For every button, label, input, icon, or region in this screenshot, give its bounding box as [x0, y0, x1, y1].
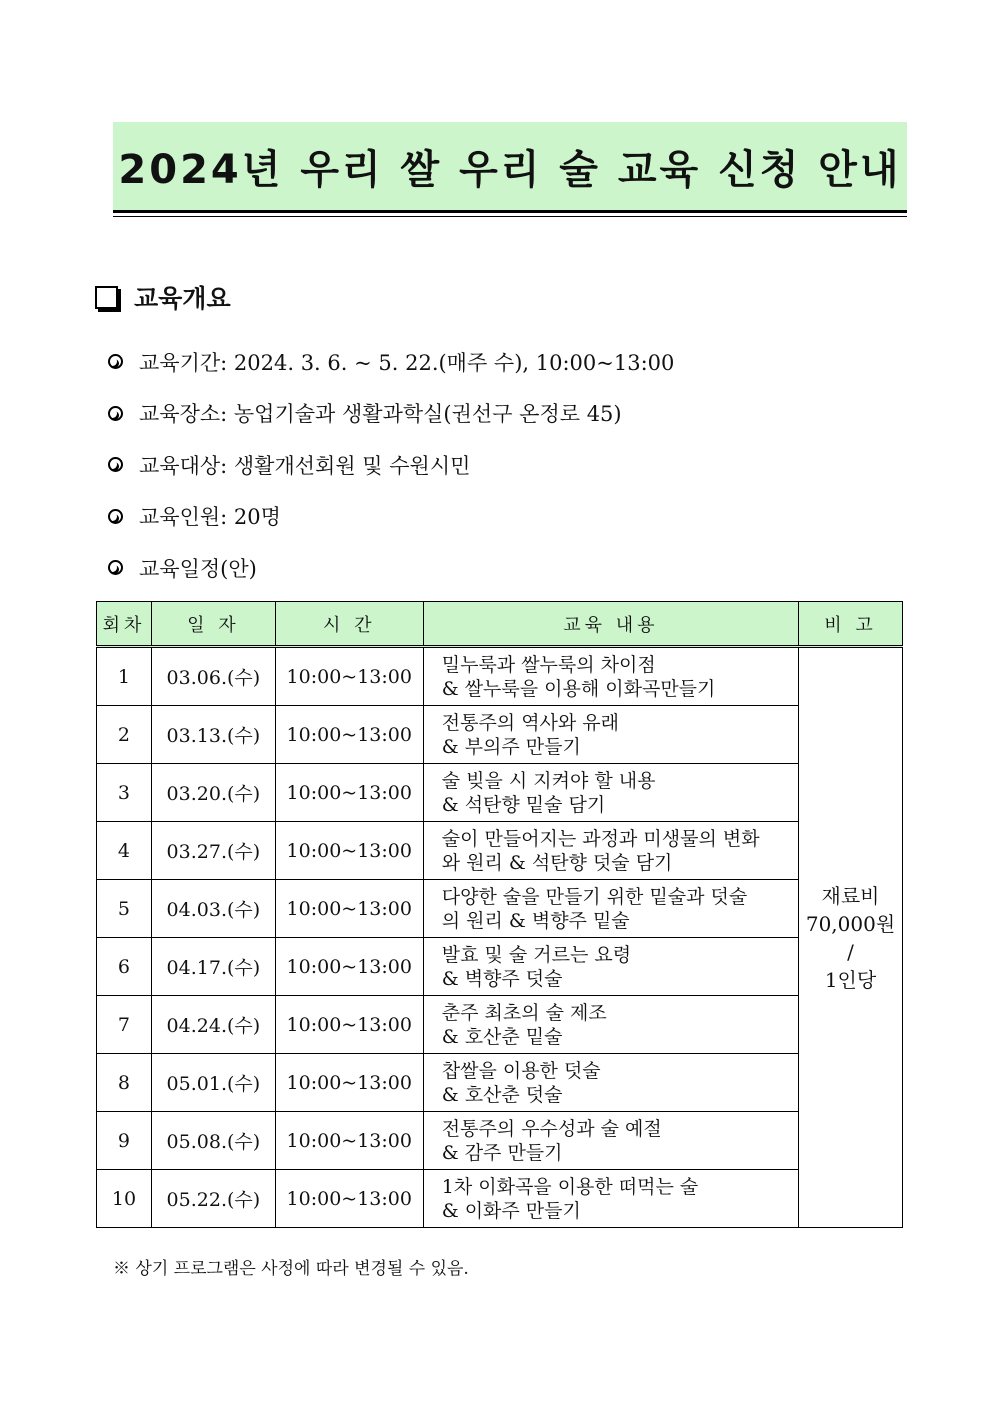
content-cell: 찹쌀을 이용한 덧술 & 호산춘 덧술 [423, 1054, 798, 1112]
table-row: 1 03.06.(수) 10:00~13:00 밀누룩과 쌀누룩의 차이점 & 쌀누룩을 이용해 이화곡만들기 재료비 70,000원 / 1인당 [97, 647, 903, 706]
content-cell: 전통주의 역사와 유래 & 부의주 만들기 [423, 706, 798, 764]
note-cell: 재료비 70,000원 / 1인당 [799, 647, 903, 1228]
circle-bullet-icon [108, 354, 123, 369]
circle-bullet-icon [108, 457, 123, 472]
circle-bullet-icon [108, 509, 123, 524]
info-item: 교육일정(안) [108, 542, 674, 594]
section-header [95, 279, 231, 315]
content-cell: 전통주의 우수성과 술 예절 & 감주 만들기 [423, 1112, 798, 1170]
title-banner [113, 122, 907, 213]
circle-bullet-icon [108, 406, 123, 421]
content-cell: 술 빚을 시 지켜야 할 내용 & 석탄향 밑술 담기 [423, 764, 798, 822]
header-content: 교육 내용 [423, 602, 798, 647]
section-title: 교육개요 [134, 284, 231, 313]
table-row: 8 05.01.(수) 10:00~13:00 찹쌀을 이용한 덧술 & 호산춘 덧술 [97, 1054, 903, 1112]
page-title: 2024년 우리 쌀 우리 술 교육 신청 안내 [118, 146, 902, 193]
table-row: 5 04.03.(수) 10:00~13:00 다양한 술을 만들기 위한 밑술과 덧술 의 원리 & 벽향주 밑술 [97, 880, 903, 938]
header-note: 비 고 [799, 602, 903, 647]
info-item: 교육대상: 생활개선회원 및 수원시민 [108, 439, 674, 491]
info-list [108, 336, 674, 594]
header-date: 일 자 [151, 602, 275, 647]
header-session: 회차 [97, 602, 152, 647]
content-cell: 술이 만들어지는 과정과 미생물의 변화 와 원리 & 석탄향 덧술 담기 [423, 822, 798, 880]
info-item: 교육기간: 2024. 3. 6. ~ 5. 22.(매주 수), 10:00~13:00 [108, 336, 674, 388]
header-time: 시 간 [275, 602, 423, 647]
table-row: 4 03.27.(수) 10:00~13:00 술이 만들어지는 과정과 미생물의 변화 와 원리 & 석탄향 덧술 담기 [97, 822, 903, 880]
circle-bullet-icon [108, 560, 123, 575]
checkbox-icon [95, 286, 118, 309]
table-row: 9 05.08.(수) 10:00~13:00 전통주의 우수성과 술 예절 & 감주 만들기 [97, 1112, 903, 1170]
content-cell: 춘주 최초의 술 제조 & 호산춘 밑술 [423, 996, 798, 1054]
table-row: 2 03.13.(수) 10:00~13:00 전통주의 역사와 유래 & 부의주 만들기 [97, 706, 903, 764]
content-cell: 1차 이화곡을 이용한 떠먹는 술 & 이화주 만들기 [423, 1170, 798, 1228]
table-header-row [97, 602, 903, 647]
info-item: 교육장소: 농업기술과 생활과학실(권선구 온정로 45) [108, 388, 674, 440]
table-row: 6 04.17.(수) 10:00~13:00 발효 및 술 거르는 요령 & 벽향주 덧술 [97, 938, 903, 996]
schedule-table [96, 601, 903, 1228]
footnote: ※ 상기 프로그램은 사정에 따라 변경될 수 있음. [113, 1259, 469, 1279]
content-cell: 밀누룩과 쌀누룩의 차이점 & 쌀누룩을 이용해 이화곡만들기 [423, 647, 798, 706]
content-cell: 다양한 술을 만들기 위한 밑술과 덧술 의 원리 & 벽향주 밑술 [423, 880, 798, 938]
table-row: 10 05.22.(수) 10:00~13:00 1차 이화곡을 이용한 떠먹는 술 & 이화주 만들기 [97, 1170, 903, 1228]
table-row: 3 03.20.(수) 10:00~13:00 술 빚을 시 지켜야 할 내용 & 석탄향 밑술 담기 [97, 764, 903, 822]
table-row: 7 04.24.(수) 10:00~13:00 춘주 최초의 술 제조 & 호산춘 밑술 [97, 996, 903, 1054]
content-cell: 발효 및 술 거르는 요령 & 벽향주 덧술 [423, 938, 798, 996]
info-item: 교육인원: 20명 [108, 491, 674, 543]
